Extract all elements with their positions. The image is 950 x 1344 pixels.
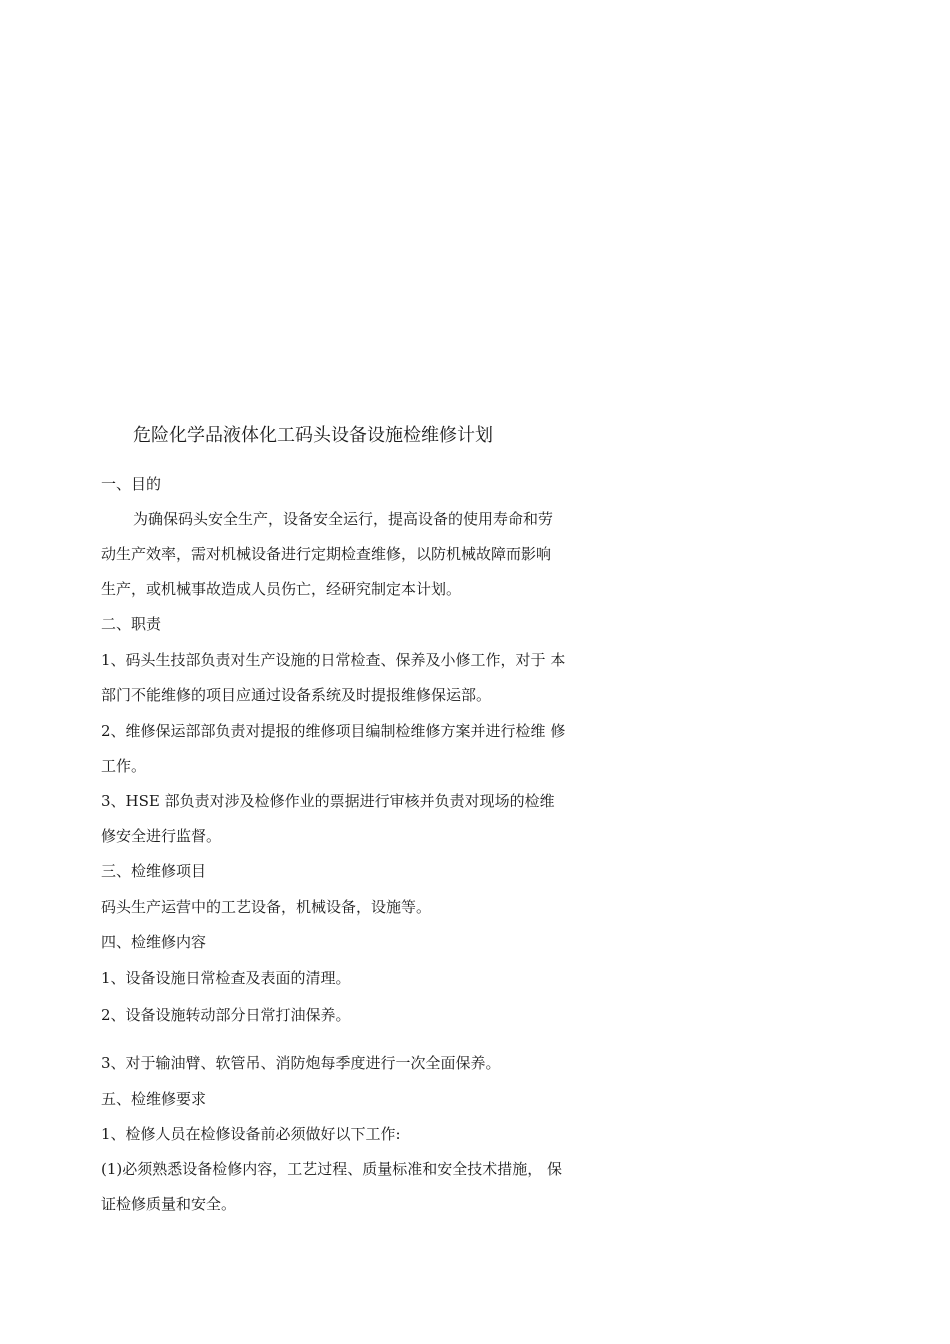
section-heading-requirements: 五、检维修要求 [101,1090,207,1108]
list-item-line: 3、HSE 部负责对涉及检修作业的票据进行审核并负责对现场的检维 [101,792,555,810]
paragraph-line: 为确保码头安全生产，设备安全运行，提高设备的使用寿命和劳 [133,510,554,528]
list-item-line: 工作。 [101,757,147,775]
list-item-line: 1、码头生技部负责对生产设施的日常检查、保养及小修工作，对于 本 [101,651,566,669]
list-item-line: (1)必须熟悉设备检修内容，工艺过程、质量标准和安全技术措施， 保 [101,1160,563,1178]
list-item-line: 部门不能维修的项目应通过设备系统及时提报维修保运部。 [101,686,492,704]
list-item-line: 2、设备设施转动部分日常打油保养。 [101,1006,351,1024]
list-item-line: 证检修质量和安全。 [101,1195,237,1213]
paragraph-line: 动生产效率，需对机械设备进行定期检查维修，以防机械故障而影响 [101,545,552,563]
paragraph-line: 生产，或机械事故造成人员伤亡，经研究制定本计划。 [101,580,462,598]
section-heading-duties: 二、职责 [101,615,162,633]
section-heading-items: 三、检维修项目 [101,862,207,880]
section-heading-content: 四、检维修内容 [101,933,207,951]
list-item-line: 3、对于输油臂、软管吊、消防炮每季度进行一次全面保养。 [101,1054,501,1072]
list-item-line: 1、设备设施日常检查及表面的清理。 [101,969,351,987]
document-title: 危险化学品液体化工码头设备设施检维修计划 [133,425,493,446]
paragraph-line: 码头生产运营中的工艺设备，机械设备，设施等。 [101,898,432,916]
list-item-line: 1、检修人员在检修设备前必须做好以下工作: [101,1125,401,1143]
list-item-line: 修安全进行监督。 [101,827,222,845]
list-item-line: 2、维修保运部部负责对提报的维修项目编制检维修方案并进行检维 修 [101,722,566,740]
section-heading-purpose: 一、目的 [101,475,162,493]
